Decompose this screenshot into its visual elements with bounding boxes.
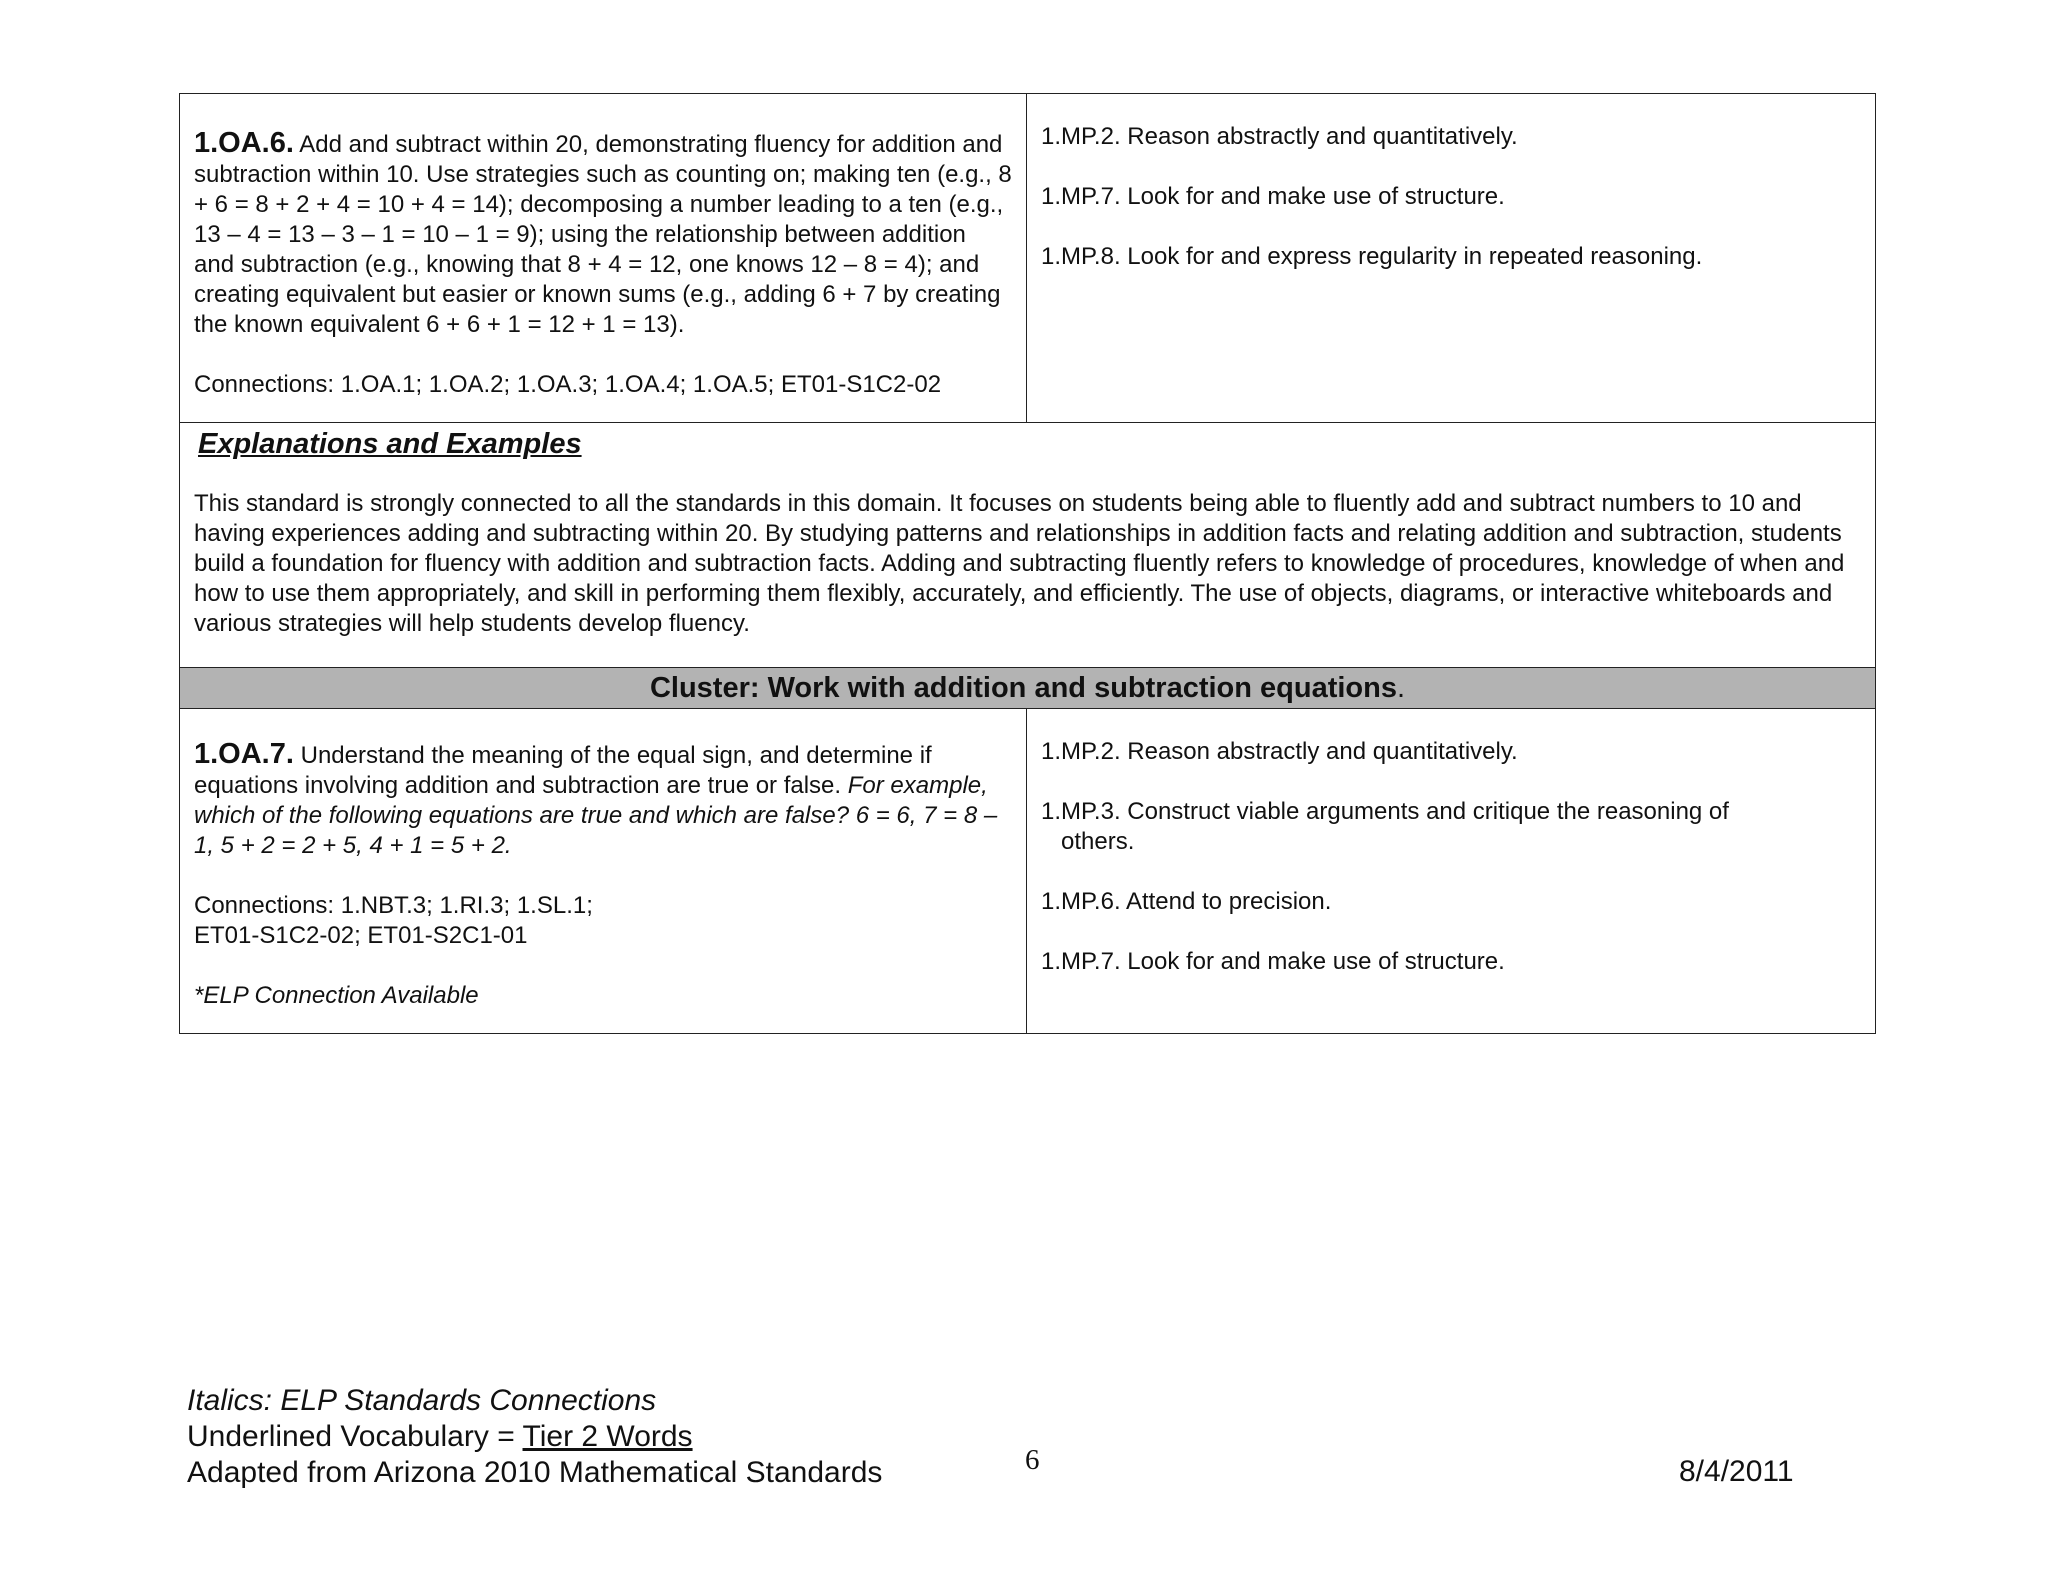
footer-underlined-word: Tier 2 Words [522, 1420, 693, 1453]
practice-item: 1.MP.8. Look for and express regularity in repeated reasoning. [1041, 243, 1703, 270]
practice-item [1041, 887, 1861, 917]
practice-item [1041, 947, 1861, 977]
practice-text: 1.MP.6. Attend to precision. [1041, 888, 1332, 915]
footer-date: 8/4/2011 [1679, 1455, 1794, 1488]
connections-text: Connections: 1.OA.1; 1.OA.2; 1.OA.3; 1.OA.4; 1.OA.5; ET01-S1C2-02 [194, 371, 942, 398]
page-number: 6 [1025, 1444, 1040, 1476]
practice-item [1041, 797, 1861, 857]
practice-item: 1.MP.2. Reason abstractly and quantitatively. [1041, 123, 1518, 150]
practice-item: 1.MP.7. Look for and make use of structure. [1041, 183, 1505, 210]
standard-row-1oa6 [180, 94, 1876, 423]
practice-item [1041, 737, 1861, 767]
practice-text: 1.MP.2. Reason abstractly and quantitatively. [1041, 738, 1518, 765]
practices-cell [1027, 709, 1876, 1034]
standards-table [179, 93, 1876, 1034]
footer-underlined-prefix: Underlined Vocabulary = [187, 1420, 523, 1453]
standard-text: Understand the meaning of the equal sign, and determine if equations involving addition and subtraction are true or false. [194, 742, 932, 799]
cluster-label: Cluster: Work with addition and subtraction equations [649, 672, 1397, 704]
explanations-cell [180, 423, 1876, 668]
explanations-heading: Explanations and Examples [198, 428, 582, 460]
standard-code: 1.OA.6. [194, 127, 294, 159]
connections-line-1: Connections: 1.NBT.3; 1.RI.3; 1.SL.1; [194, 892, 593, 919]
standard-code: 1.OA.7. [194, 738, 294, 770]
practice-text-continued: others. [1061, 828, 1135, 855]
page-footer-notes [187, 1383, 882, 1491]
practices-cell [1027, 94, 1876, 423]
practice-text: 1.MP.3. Construct viable arguments and critique the reasoning of [1041, 798, 1729, 825]
practice-text: 1.MP.7. Look for and make use of structure. [1041, 948, 1505, 975]
standard-row-1oa7 [180, 709, 1876, 1034]
standard-example: For example, which of the following equations are true and which are false? 6 = 6, 7 = 8 – 1, 5 + 2 = 2 + 5, 4 + 1 = 5 + 2. [194, 772, 998, 859]
connections-line-2: ET01-S1C2-02; ET01-S2C1-01 [194, 922, 528, 949]
cluster-period: . [1397, 672, 1406, 704]
standard-cell [180, 709, 1027, 1034]
standard-cell [180, 94, 1027, 423]
explanations-body: This standard is strongly connected to all the standards in this domain. It focuses on students being able to fluently add and subtract numbers to 10 and having experiences adding and subtracting within 20. By studying patterns and relationships in addition facts and relating addition and subtraction, students build a foundation for fluency with addition and subtraction facts. Adding and subtracting fluently refers to knowledge of procedures, knowledge of when and how to use them appropriately, and skill in performing them flexibly, accurately, and efficiently. The use of objects, diagrams, or interactive whiteboards and various strategies will help students develop fluency. [194, 490, 1845, 637]
standard-text: Add and subtract within 20, demonstrating fluency for addition and subtraction within 10. Use strategies such as counting on; making ten (e.g., 8 + 6 = 8 + 2 + 4 = 10 + 4 = 14); decomposing a number leading to a ten (e.g., 13 – 4 = 13 – 3 – 1 = 10 – 1 = 9); using the relationship between addition and subtraction (e.g., knowing that 8 + 4 = 12, one knows 12 – 8 = 4); and creating equivalent but easier or known sums (e.g., adding 6 + 7 by creating the known equivalent 6 + 6 + 1 = 12 + 1 = 13). [194, 131, 1012, 338]
footer-adapted-line: Adapted from Arizona 2010 Mathematical Standards [187, 1456, 883, 1489]
elp-connection-note: *ELP Connection Available [194, 982, 479, 1009]
explanations-row [180, 423, 1876, 668]
footer-underlined-line [187, 1419, 882, 1455]
footer-italics-line: Italics: ELP Standards Connections [187, 1384, 657, 1417]
cluster-row [180, 668, 1876, 709]
cluster-heading [180, 668, 1876, 709]
